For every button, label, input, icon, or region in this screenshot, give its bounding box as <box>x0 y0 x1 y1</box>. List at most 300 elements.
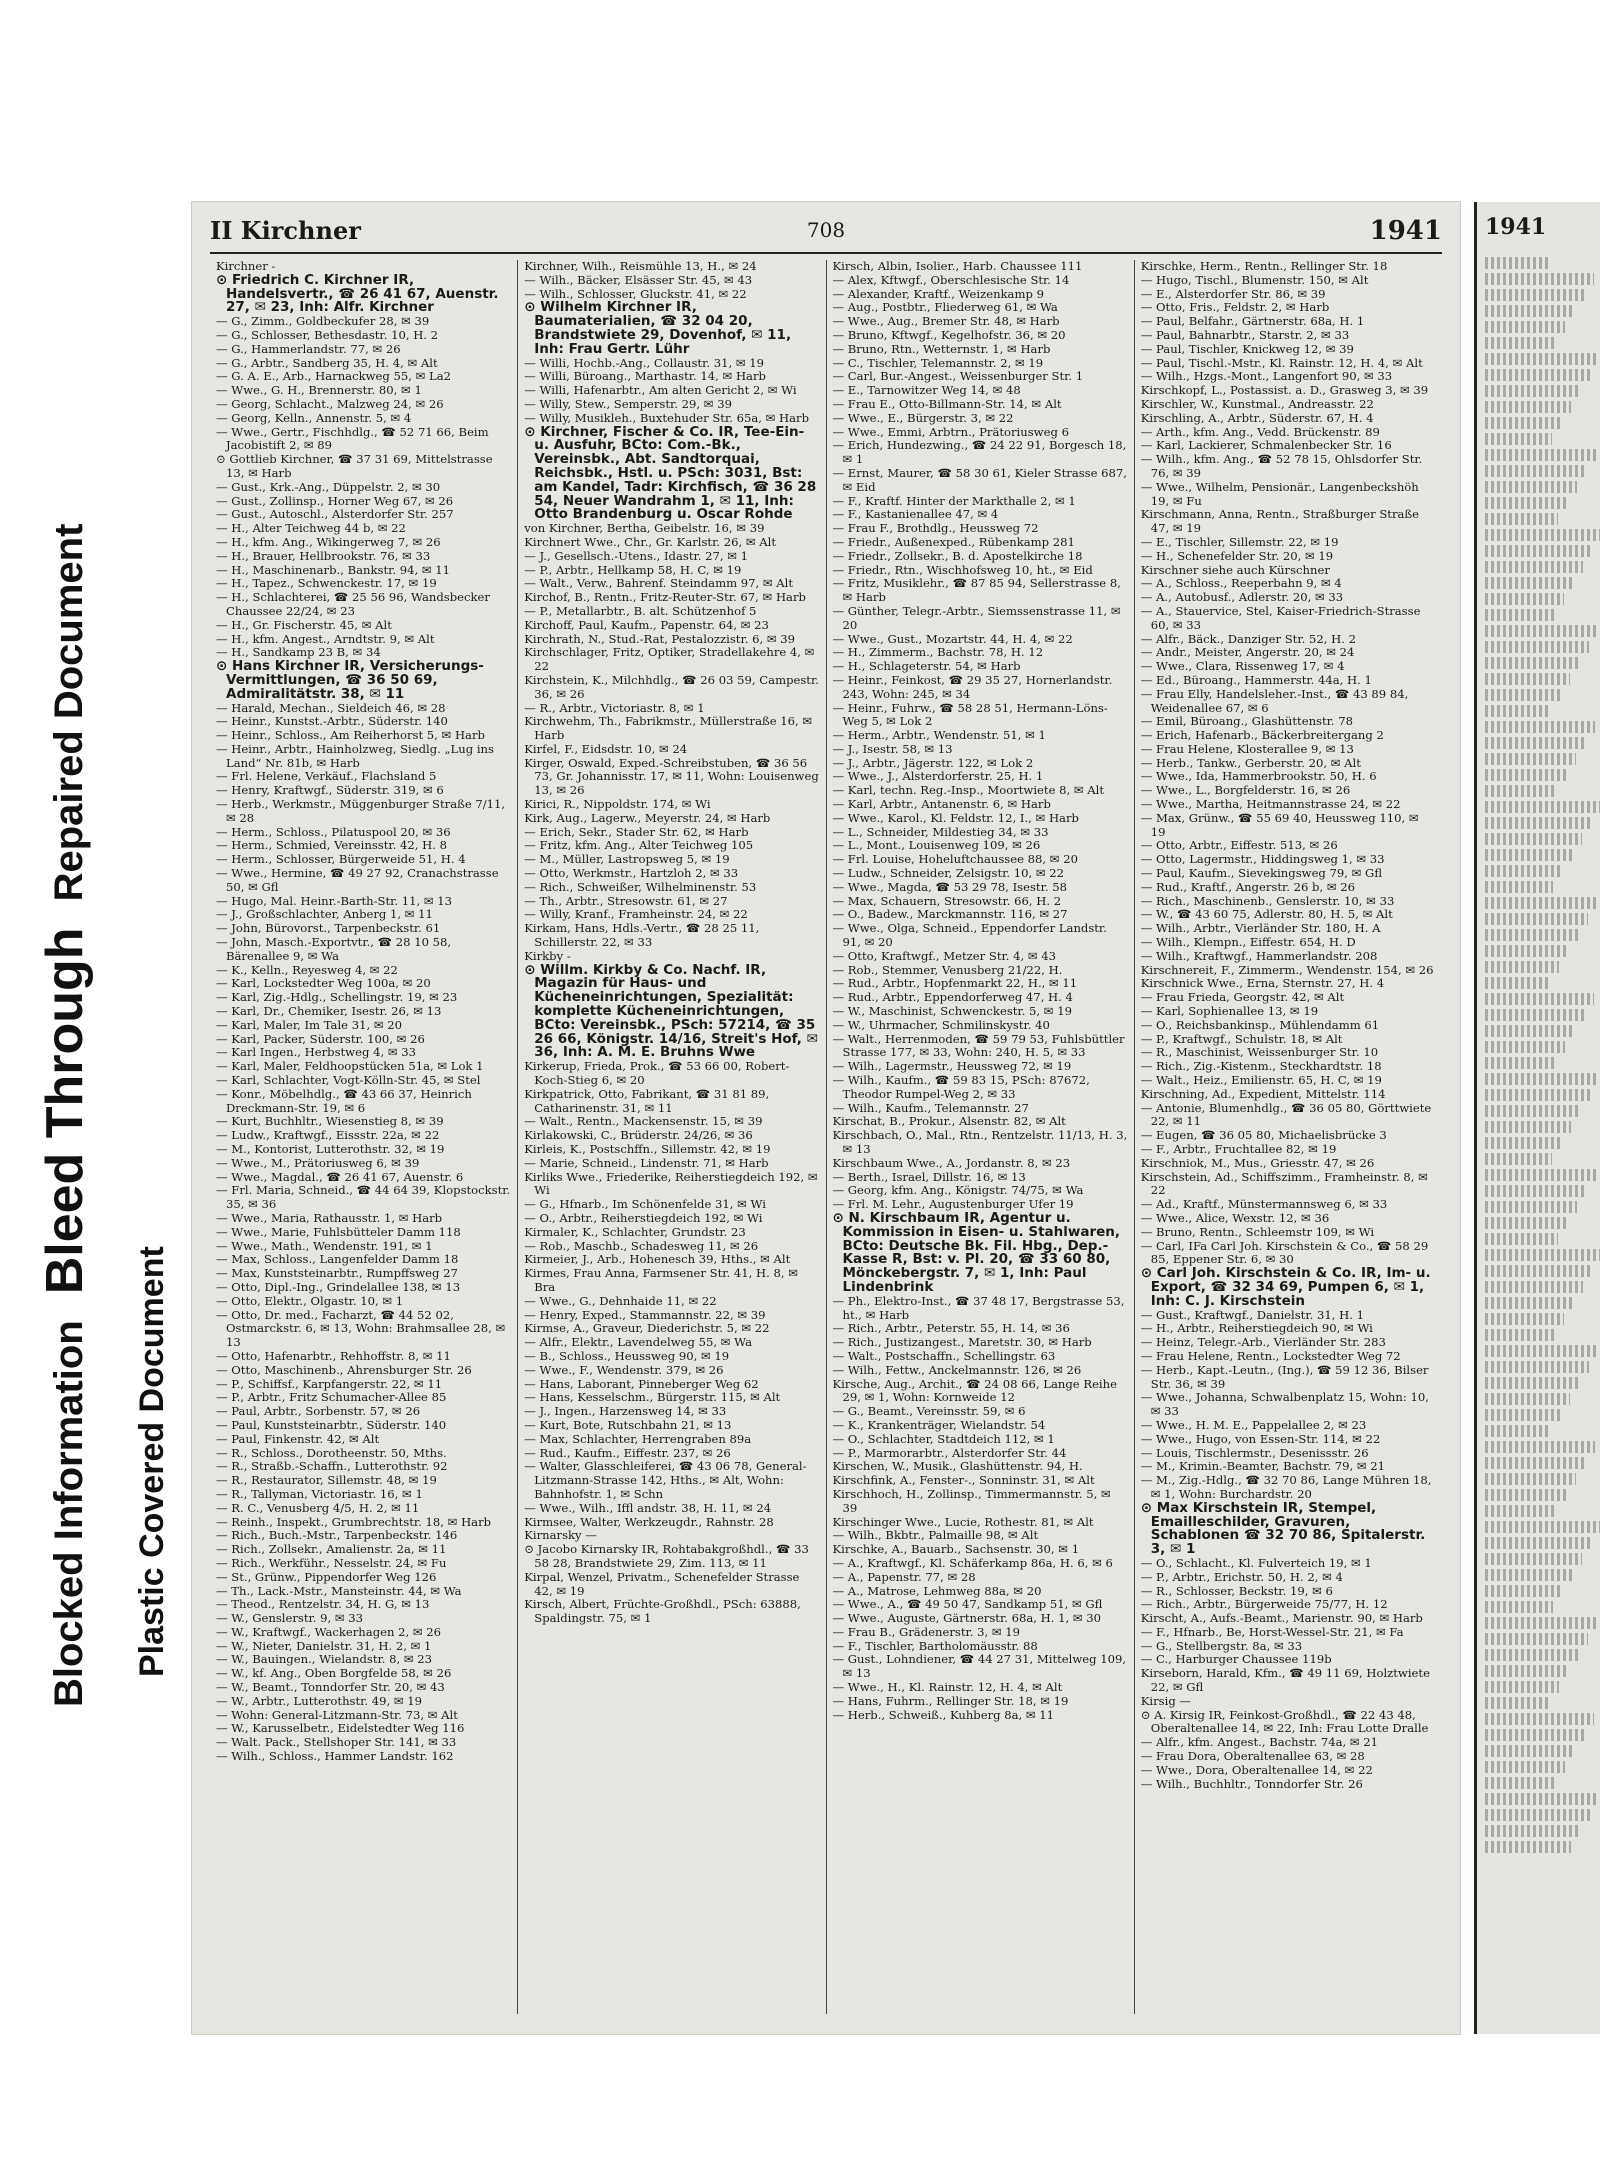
directory-entry: — O., Schlacht., Kl. Fulverteich 19, ✉ 1 <box>1140 1555 1372 1570</box>
directory-entry: — Wwe., Alice, Wexstr. 12, ✉ 36 <box>1140 1210 1330 1225</box>
directory-entry: — Max, Schloss., Langenfelder Damm 18 <box>216 1252 459 1267</box>
directory-entry: — W., Arbtr., Lutterothstr. 49, ✉ 19 <box>216 1693 423 1708</box>
entry-columns <box>210 260 1442 2014</box>
directory-entry: — Wwe., Maria, Rathausstr. 1, ✉ Harb <box>216 1210 443 1225</box>
directory-entry: — Rich., Buch.-Mstr., Tarpenbeckstr. 146 <box>216 1528 458 1543</box>
blocked-information-label: Blocked Information <box>47 1320 91 1707</box>
adjacent-page-line <box>1485 641 1589 653</box>
directory-entry: — Carl, IFa Carl Joh. Kirschstein & Co., ☎ 58 29 85, Eppener Str. 6, ✉ 30 <box>1140 1238 1429 1267</box>
directory-entry: — H., Schlageterstr. 54, ✉ Harb <box>832 659 1021 674</box>
directory-entry: — Rich., Arbtr., Bürgerweide 75/77, H. 12 <box>1140 1597 1388 1612</box>
directory-entry: — Hugo, Mal. Heinr.-Barth-Str. 11, ✉ 13 <box>216 893 453 908</box>
adjacent-page-line <box>1485 529 1600 541</box>
directory-entry: Kirchwehm, Th., Fabrikmstr., Müllerstraße 16, ✉ Harb <box>524 714 813 743</box>
adjacent-page-line <box>1485 1649 1578 1661</box>
directory-entry: ⊙ Kirchner, Fischer & Co. IR, Tee-Ein- u. Ausfuhr, BCto: Com.-Bk., Vereinsbk., Abt. Sandtorquai, Reichsbk., Hstl. u. PSch: 3031, Bst: am Kandel, Tadr: Kirchfisch, ☎ 36 28 54, Neuer Wandrahm 1, ✉ 11, Inh: Otto Brandenburg u. Oscar Rohde <box>524 423 817 523</box>
adjacent-page-line <box>1485 929 1578 941</box>
directory-entry: Kirschen, W., Musik., Glashüttenstr. 94, H. <box>832 1459 1083 1474</box>
directory-entry: — P., Arbtr., Hellkamp 58, H. C, ✉ 19 <box>524 562 742 577</box>
directory-entry: — B., Schloss., Heussweg 90, ✉ 19 <box>524 1348 730 1363</box>
directory-entry: — Willy, Kranf., Framheinstr. 24, ✉ 22 <box>524 907 748 922</box>
directory-entry: — Theod., Rentzelstr. 34, H. G, ✉ 13 <box>216 1597 430 1612</box>
adjacent-page-line <box>1485 1009 1584 1021</box>
directory-entry: — Otto, Lagermstr., Hiddingsweg 1, ✉ 33 <box>1140 852 1385 867</box>
directory-entry: — Frau B., Grädenerstr. 3, ✉ 19 <box>832 1624 1021 1639</box>
directory-entry: — E., Tischler, Sillemstr. 22, ✉ 19 <box>1140 534 1339 549</box>
directory-entry: Kirchoff, Paul, Kaufm., Papenstr. 64, ✉ 23 <box>524 617 769 632</box>
adjacent-page-line <box>1485 1217 1568 1229</box>
directory-entry: Kirmaler, K., Schlachter, Grundstr. 23 <box>524 1224 746 1239</box>
directory-entry: Kirmse, A., Graveur, Diederichstr. 5, ✉ 22 <box>524 1321 770 1336</box>
directory-entry: — Fritz, Musiklehr., ☎ 87 85 94, Sellerstrasse 8, ✉ Harb <box>832 576 1121 605</box>
directory-entry: — Wwe., M., Prätoriusweg 6, ✉ 39 <box>216 1155 420 1170</box>
directory-entry: — Alexander, Kraftf., Weizenkamp 9 <box>832 286 1044 301</box>
directory-entry: — Paul, Finkenstr. 42, ✉ Alt <box>216 1431 380 1446</box>
adjacent-page-line <box>1485 1521 1600 1533</box>
directory-entry: — Wilh., Buchhltr., Tonndorfer Str. 26 <box>1140 1776 1363 1791</box>
directory-entry: — Max, Schauern, Stresowstr. 66, H. 2 <box>832 893 1062 908</box>
directory-entry: — Wwe., H., Kl. Rainstr. 12, H. 4, ✉ Alt <box>832 1680 1063 1695</box>
directory-entry: — Heinr., Feinkost, ☎ 29 35 27, Hornerlandstr. 243, Wohn: 245, ✉ 34 <box>832 672 1113 701</box>
directory-entry: — G., Zimm., Goldbeckufer 28, ✉ 39 <box>216 314 430 329</box>
directory-entry: — Rud., Kaufm., Eiffestr. 237, ✉ 26 <box>524 1445 731 1460</box>
directory-entry: Kirk, Aug., Lagerw., Meyerstr. 24, ✉ Harb <box>524 810 771 825</box>
directory-entry: Kirschinger Wwe., Lucie, Rothestr. 81, ✉ Alt <box>832 1514 1094 1529</box>
directory-entry: — Herm., Arbtr., Wendenstr. 51, ✉ 1 <box>832 728 1046 743</box>
adjacent-page-line <box>1485 561 1583 573</box>
directory-entry: — Ludw., Kraftwgf., Eissstr. 22a, ✉ 22 <box>216 1128 440 1143</box>
directory-entry: — J., Gesellsch.-Utens., Idastr. 27, ✉ 1 <box>524 548 749 563</box>
directory-entry: Kirschhoch, H., Zollinsp., Timmermannstr. 5, ✉ 39 <box>832 1486 1111 1515</box>
directory-entry: — M., Zig.-Hdlg., ☎ 32 70 86, Lange Mühren 18, ✉ 1, Wohn: Burchardstr. 20 <box>1140 1473 1432 1501</box>
adjacent-page-line <box>1485 1553 1582 1565</box>
adjacent-page-line <box>1485 1153 1552 1165</box>
directory-entry: — Heinr., Kunstst.-Arbtr., Süderstr. 140 <box>216 714 448 729</box>
adjacent-page-line <box>1485 1761 1565 1773</box>
directory-entry: — Frau Elly, Handelsleher.-Inst., ☎ 43 89 84, Weidenallee 67, ✉ 6 <box>1140 686 1409 715</box>
directory-entry: — Max, Schlachter, Herrengraben 89a <box>524 1431 752 1446</box>
directory-entry: Kirchstein, K., Milchhdlg., ☎ 26 03 59, Campestr. 36, ✉ 26 <box>524 672 819 701</box>
directory-entry: — Wwe., Magda, ☎ 53 29 78, Isestr. 58 <box>832 879 1067 894</box>
directory-entry: — Erich, Hundezwing., ☎ 24 22 91, Borgesch 18, ✉ 1 <box>832 438 1127 467</box>
adjacent-page-line <box>1485 1681 1559 1693</box>
directory-entry: — F., Arbtr., Fruchtallee 82, ✉ 19 <box>1140 1142 1337 1156</box>
adjacent-page-line <box>1485 673 1570 685</box>
directory-entry: — Friedr., Rtn., Wischhofsweg 10, ht., ✉ Eid <box>832 562 1093 577</box>
directory-entry: — Wwe., Wilhelm, Pensionär., Langenbeckshöh 19, ✉ Fu <box>1140 479 1419 508</box>
directory-entry: — Otto, Fris., Feldstr. 2, ✉ Harb <box>1140 300 1330 315</box>
directory-entry: — O., Badew., Marckmannstr. 116, ✉ 27 <box>832 907 1068 922</box>
page-header <box>210 216 1442 248</box>
adjacent-page-line <box>1485 1441 1595 1453</box>
directory-entry: — Karl, Lockstedter Weg 100a, ✉ 20 <box>216 976 431 991</box>
directory-entry: Kirchner - <box>216 260 276 273</box>
directory-entry: — Wilh., Arbtr., Vierländer Str. 180, H. A <box>1140 921 1381 936</box>
directory-entry: — Bruno, Rtn., Wetternstr. 1, ✉ Harb <box>832 341 1051 356</box>
directory-entry: — Gust., Zollinsp., Horner Weg 67, ✉ 26 <box>216 493 454 508</box>
directory-entry: — Walt., Postschaffn., Schellingstr. 63 <box>832 1348 1056 1363</box>
adjacent-page-line <box>1485 1425 1551 1437</box>
directory-entry: Kirnarsky — <box>524 1528 597 1543</box>
directory-entry: — Herb., Schweiß., Kuhberg 8a, ✉ 11 <box>832 1707 1055 1722</box>
directory-entry: — Gust., Lohndiener, ☎ 44 27 31, Mittelweg 109, ✉ 13 <box>832 1652 1127 1681</box>
adjacent-page-edge <box>1474 202 1600 2034</box>
repaired-document-label: Repaired Document <box>47 523 91 902</box>
directory-entry: — Alex, Kftwgf., Oberschlesische Str. 14 <box>832 272 1070 287</box>
directory-entry: — Wwe., Marie, Fuhlsbütteler Damm 118 <box>216 1224 461 1239</box>
adjacent-page-line <box>1485 1121 1571 1133</box>
directory-entry: — Walter, Glasschleiferei, ☎ 43 06 78, General-Litzmann-Strasse 142, Hths., ✉ Alt, Wohn: Bahnhofstr. 1, ✉ Schn <box>524 1459 807 1501</box>
directory-entry: Kirschler, W., Kunstmal., Andreasstr. 22 <box>1140 396 1374 411</box>
directory-entry: — Wilh., Klempn., Eiffestr. 654, H. D <box>1140 935 1356 950</box>
adjacent-page-line <box>1485 785 1557 797</box>
directory-entry: Kirmsee, Walter, Werkzeugdr., Rahnstr. 28 <box>524 1514 774 1529</box>
directory-entry: — R., Tallyman, Victoriastr. 16, ✉ 1 <box>216 1486 423 1501</box>
directory-entry: — R. C., Venusberg 4/5, H. 2, ✉ 11 <box>216 1500 420 1515</box>
directory-entry: — Wilh., Kaufm., ☎ 59 83 15, PSch: 87672, Theodor Rumpel-Weg 2, ✉ 33 <box>832 1073 1090 1101</box>
adjacent-page-line <box>1485 337 1556 349</box>
directory-entry: Kirkerup, Frieda, Prok., ☎ 53 66 00, Robert-Koch-Stieg 6, ✉ 20 <box>524 1059 790 1088</box>
adjacent-page-line <box>1485 401 1571 413</box>
directory-entry: Kirschniok, M., Mus., Griesstr. 47, ✉ 26 <box>1140 1155 1375 1170</box>
directory-entry: von Kirchner, Bertha, Geibelstr. 16, ✉ 39 <box>524 521 765 536</box>
directory-entry: — Hans, Kesselschm., Bürgerstr. 115, ✉ Alt <box>524 1390 781 1405</box>
directory-entry: — J., Isestr. 58, ✉ 13 <box>832 741 953 756</box>
directory-entry: — Wilh., Schloss., Hammer Landstr. 162 <box>216 1749 454 1764</box>
adjacent-page-line <box>1485 769 1566 781</box>
adjacent-page-line <box>1485 1489 1566 1501</box>
directory-entry: — P., Kraftwgf., Schulstr. 18, ✉ Alt <box>1140 1031 1343 1046</box>
directory-entry: — Paul, Arbtr., Sorbenstr. 57, ✉ 26 <box>216 1404 421 1419</box>
directory-entry: Kirschner siehe auch Kürschner <box>1140 562 1330 577</box>
adjacent-page-line <box>1485 1409 1561 1421</box>
directory-entry: — Bruno, Kftwgf., Kegelhofstr. 36, ✉ 20 <box>832 327 1066 342</box>
directory-entry: Kirsig — <box>1140 1693 1192 1708</box>
directory-entry: — Fritz, kfm. Ang., Alter Teichweg 105 <box>524 838 754 853</box>
directory-entry: — Wwe., F., Wendenstr. 379, ✉ 26 <box>524 1362 724 1377</box>
directory-entry: Kirchnert Wwe., Chr., Gr. Karlstr. 26, ✉ Alt <box>524 534 776 549</box>
adjacent-page-line <box>1485 1729 1584 1741</box>
directory-entry: — Karl, techn. Reg.-Insp., Moortwiete 8, ✉ Alt <box>832 783 1104 798</box>
directory-entry: — Hans, Laborant, Pinneberger Weg 62 <box>524 1376 759 1391</box>
directory-entry: — G., Schlosser, Bethesdastr. 10, H. 2 <box>216 327 439 342</box>
directory-entry: — Karl, Arbtr., Antanenstr. 6, ✉ Harb <box>832 797 1051 812</box>
directory-entry: — Ad., Kraftf., Münstermannsweg 6, ✉ 33 <box>1140 1197 1388 1212</box>
adjacent-page-line <box>1485 881 1553 893</box>
directory-entry: — Frau F., Brothdlg., Heussweg 72 <box>832 521 1039 536</box>
directory-entry: Kirschstein, Ad., Schiffszimm., Framheinstr. 8, ✉ 22 <box>1140 1169 1428 1198</box>
directory-entry: — Rich., Werkführ., Nesselstr. 24, ✉ Fu <box>216 1555 447 1570</box>
adjacent-page-line <box>1485 1633 1588 1645</box>
adjacent-page-line <box>1485 1841 1571 1853</box>
directory-entry: Kirsche, Aug., Archit., ☎ 24 08 66, Lange Reihe 29, ✉ 1, Wohn: Kornweide 12 <box>832 1376 1117 1405</box>
directory-entry: Kirmes, Frau Anna, Farmsener Str. 41, H. 8, ✉ Bra <box>524 1266 798 1294</box>
directory-entry: — Gust., Krk.-Ang., Düppelstr. 2, ✉ 30 <box>216 479 441 494</box>
adjacent-page-line <box>1485 1809 1590 1821</box>
adjacent-page-year: 1941 <box>1485 214 1547 240</box>
directory-entry: ⊙ Friedrich C. Kirchner IR, Handelsvertr., ☎ 26 41 67, Auenstr. 27, ✉ 23, Inh: Alfr. Kirchner <box>216 271 499 316</box>
adjacent-page-line <box>1485 321 1565 333</box>
column-3 <box>827 260 1135 2014</box>
adjacent-page-line <box>1485 833 1582 845</box>
adjacent-page-line <box>1485 1377 1579 1389</box>
directory-entry: — W., Genslerstr. 9, ✉ 33 <box>216 1611 364 1626</box>
adjacent-page-line <box>1485 1185 1586 1197</box>
directory-entry: — C., Tischler, Telemannstr. 2, ✉ 19 <box>832 355 1044 370</box>
directory-entry: — Otto, Kraftwgf., Metzer Str. 4, ✉ 43 <box>832 948 1057 963</box>
adjacent-page-line <box>1485 977 1550 989</box>
directory-entry: — A., Papenstr. 77, ✉ 28 <box>832 1569 976 1584</box>
directory-entry: — Wilh., Bkbtr., Palmaille 98, ✉ Alt <box>832 1528 1039 1543</box>
directory-entry: Kirfel, F., Eidsdstr. 10, ✉ 24 <box>524 741 688 756</box>
directory-entry: Kirschnereit, F., Zimmerm., Wendenstr. 154, ✉ 26 <box>1140 962 1434 977</box>
directory-entry: — Erich, Sekr., Stader Str. 62, ✉ Harb <box>524 824 749 839</box>
directory-entry: — H., Schenefelder Str. 20, ✉ 19 <box>1140 548 1334 563</box>
directory-entry: Kirici, R., Nippoldstr. 174, ✉ Wi <box>524 797 711 812</box>
directory-entry: Kirschbach, O., Mal., Rtn., Rentzelstr. 11/13, H. 3, ✉ 13 <box>832 1128 1128 1156</box>
directory-entry: ⊙ Gottlieb Kirchner, ☎ 37 31 69, Mittelstrasse 13, ✉ Harb <box>216 452 493 480</box>
directory-entry: — Rich., Maschinenb., Genslerstr. 10, ✉ 33 <box>1140 893 1395 908</box>
directory-entry: — Wwe., Emmi, Arbtrn., Prätoriusweg 6 <box>832 424 1069 439</box>
directory-entry: — Herb., Werkmstr., Müggenburger Straße 7/11, ✉ 28 <box>216 797 506 825</box>
adjacent-page-line <box>1485 1089 1590 1101</box>
directory-entry: — Wwe., Dora, Oberaltenallee 14, ✉ 22 <box>1140 1762 1373 1777</box>
directory-entry: — Frl. Helene, Verkäuf., Flachsland 5 <box>216 769 437 784</box>
directory-entry: — Arth., kfm. Ang., Vedd. Brückenstr. 89 <box>1140 424 1380 439</box>
directory-entry: — Walt., Verw., Bahrenf. Steindamm 97, ✉ Alt <box>524 576 794 591</box>
directory-entry: — P., Metallarbtr., B. alt. Schützenhof 5 <box>524 603 757 618</box>
directory-entry: — Louis, Tischlermstr., Desenissstr. 26 <box>1140 1445 1369 1460</box>
directory-entry: — H., Sandkamp 23 B, ✉ 34 <box>216 645 381 660</box>
directory-entry: — G., Beamt., Vereinsstr. 59, ✉ 6 <box>832 1404 1026 1419</box>
directory-entry: — Antonie, Blumenhdlg., ☎ 36 05 80, Görttwiete 22, ✉ 11 <box>1140 1100 1432 1129</box>
adjacent-page-line <box>1485 1249 1600 1261</box>
directory-entry: — Wwe., Clara, Rissenweg 17, ✉ 4 <box>1140 659 1345 674</box>
directory-entry: Kirsch, Albert, Früchte-Großhdl., PSch: 63888, Spaldingstr. 75, ✉ 1 <box>524 1597 801 1626</box>
directory-entry: — Wwe., G. H., Brennerstr. 80, ✉ 1 <box>216 383 422 398</box>
adjacent-page-line <box>1485 1313 1564 1325</box>
adjacent-page-line <box>1485 513 1558 525</box>
directory-entry: — Günther, Telegr.-Arbtr., Siemssenstrasse 11, ✉ 20 <box>832 603 1121 632</box>
directory-entry: — Wwe., Hugo, von Essen-Str. 114, ✉ 22 <box>1140 1431 1381 1446</box>
adjacent-page-line <box>1485 369 1590 381</box>
adjacent-page-line <box>1485 609 1555 621</box>
directory-entry: — Wwe., Martha, Heitmannstrasse 24, ✉ 22 <box>1140 797 1401 812</box>
adjacent-page-line <box>1485 1025 1575 1037</box>
directory-entry: — M., Kontorist, Lutterothstr. 32, ✉ 19 <box>216 1142 445 1156</box>
directory-entry: — J., Großschlachter, Anberg 1, ✉ 11 <box>216 907 433 922</box>
directory-entry: Kirschkopf, L., Postassist. a. D., Grasweg 3, ✉ 39 <box>1140 383 1429 398</box>
directory-entry: — Alfr., kfm. Angest., Bachstr. 74a, ✉ 21 <box>1140 1735 1379 1750</box>
directory-entry: — Wilh., Kraftwgf., Hammerlandstr. 208 <box>1140 948 1378 963</box>
directory-entry: — A., Schloss., Reeperbahn 9, ✉ 4 <box>1140 576 1342 591</box>
adjacent-page-line <box>1485 1393 1570 1405</box>
adjacent-page-line <box>1485 1793 1599 1805</box>
page-number: 708 <box>806 218 846 242</box>
directory-entry: — Wwe., Johanna, Schwalbenplatz 15, Wohn: 10, ✉ 33 <box>1140 1390 1429 1419</box>
directory-entry: — E., Tarnowitzer Weg 14, ✉ 48 <box>832 383 1021 398</box>
directory-entry: — A., Stauervice, Stel, Kaiser-Friedrich-Strasse 60, ✉ 33 <box>1140 603 1421 632</box>
directory-entry: ⊙ N. Kirschbaum IR, Agentur u. Kommission in Eisen- u. Stahlwaren, BCto: Deutsche Bk. Fil. Hbg., Dep.-Kasse R, Bst: v. Pl. 20, ☎ 33 60 80, Mönckebergstr. 7, ✉ 1, Inh: Paul Lindenbrink <box>832 1209 1121 1295</box>
adjacent-page-line <box>1485 353 1599 365</box>
adjacent-page-line <box>1485 465 1586 477</box>
directory-entry: — Karl, Dr., Chemiker, Isestr. 26, ✉ 13 <box>216 1004 442 1019</box>
directory-entry: — Wilh., Lagermstr., Heussweg 72, ✉ 19 <box>832 1059 1072 1074</box>
adjacent-page-line <box>1485 1697 1550 1709</box>
adjacent-page-line <box>1485 257 1550 269</box>
directory-entry: — Walt. Pack., Stellshoper Str. 141, ✉ 33 <box>216 1735 457 1750</box>
directory-entry: — G., Stellbergstr. 8a, ✉ 33 <box>1140 1638 1303 1653</box>
directory-entry: ⊙ Wilhelm Kirchner IR, Baumaterialien, ☎ 32 04 20, Brandstwiete 29, Dovenhof, ✉ 11, Inh: Frau Gertr. Lühr <box>524 299 792 357</box>
adjacent-page-line <box>1485 1361 1589 1373</box>
adjacent-page-line <box>1485 593 1564 605</box>
directory-entry: — Max, Grünw., ☎ 55 69 40, Heussweg 110, ✉ 19 <box>1140 810 1419 839</box>
directory-entry: — Aug., Postbtr., Fliederweg 61, ✉ Wa <box>832 300 1058 315</box>
directory-entry: Kirschke, Herm., Rentn., Rellinger Str. 18 <box>1140 260 1388 273</box>
directory-entry: — A., Kraftwgf., Kl. Schäferkamp 86a, H. 6, ✉ 6 <box>832 1555 1113 1570</box>
directory-entry: Kirschbaum Wwe., A., Jordanstr. 8, ✉ 23 <box>832 1155 1071 1170</box>
adjacent-page-line <box>1485 1617 1597 1629</box>
adjacent-page-line <box>1485 273 1594 285</box>
directory-entry: — Gust., Kraftwgf., Danielstr. 31, H. 1 <box>1140 1307 1364 1322</box>
directory-entry: ⊙ Jacobo Kirnarsky IR, Rohtabakgroßhdl., ☎ 33 58 28, Brandstwiete 29, Zim. 113, ✉ 11 <box>524 1542 809 1570</box>
header-rule <box>210 252 1442 254</box>
directory-entry: — E., Alsterdorfer Str. 86, ✉ 39 <box>1140 286 1326 301</box>
directory-entry: ⊙ Hans Kirchner IR, Versicherungs-Vermittlungen, ☎ 36 50 69, Admiralitätstr. 38, ✉ 11 <box>216 658 484 702</box>
adjacent-page-line <box>1485 993 1594 1005</box>
adjacent-page-line <box>1485 449 1596 461</box>
directory-entry: — H., Arbtr., Reiherstiegdeich 90, ✉ Wi <box>1140 1321 1373 1336</box>
directory-entry: — Kurt, Buchhltr., Wiesenstieg 8, ✉ 39 <box>216 1114 444 1129</box>
directory-entry: — Harald, Mechan., Sieldeich 46, ✉ 28 <box>216 700 446 715</box>
adjacent-page-line <box>1485 385 1581 397</box>
directory-entry: — H., Schlachterei, ☎ 25 56 96, Wandsbecker Chaussee 22/24, ✉ 23 <box>216 590 490 618</box>
directory-entry: — P., Marmorarbtr., Alsterdorfer Str. 44 <box>832 1445 1067 1460</box>
directory-entry: — Wwe., L., Borgfelderstr. 16, ✉ 26 <box>1140 783 1351 798</box>
directory-entry: — Frau Dora, Oberaltenallee 63, ✉ 28 <box>1140 1749 1365 1764</box>
directory-entry: — Wwe., Wilh., Iffl andstr. 38, H. 11, ✉ 24 <box>524 1500 772 1515</box>
directory-entry: — Willi, Büroang., Marthastr. 14, ✉ Harb <box>524 369 766 384</box>
directory-entry: — Frau Frieda, Georgstr. 42, ✉ Alt <box>1140 990 1345 1005</box>
directory-entry: — Herm., Schmied, Vereinsstr. 42, H. 8 <box>216 838 448 853</box>
directory-entry: — Wwe., Hermine, ☎ 49 27 92, Cranachstrasse 50, ✉ Gfl <box>216 866 499 894</box>
directory-entry: — Kurt, Bote, Rutschbahn 21, ✉ 13 <box>524 1417 732 1432</box>
directory-entry: — R., Restaurator, Sillemstr. 48, ✉ 19 <box>216 1473 437 1488</box>
directory-entry: — Otto, Werkmstr., Hartzloh 2, ✉ 33 <box>524 866 739 881</box>
directory-entry: — Otto, Elektr., Olgastr. 10, ✉ 1 <box>216 1293 404 1308</box>
side-label-line1 <box>35 524 95 1707</box>
directory-entry: — Rich., Arbtr., Peterstr. 55, H. 14, ✉ 36 <box>832 1321 1070 1336</box>
directory-entry: — Ludw., Schneider, Zelsigstr. 10, ✉ 22 <box>832 866 1065 881</box>
directory-entry: — Henry, Kraftwgf., Süderstr. 319, ✉ 6 <box>216 783 444 798</box>
directory-entry: — Wilh., Hzgs.-Mont., Langenfort 90, ✉ 33 <box>1140 369 1393 384</box>
adjacent-page-line <box>1485 657 1579 669</box>
directory-entry: — Wwe., A., ☎ 49 50 47, Sandkamp 51, ✉ Gfl <box>832 1597 1103 1612</box>
directory-entry: — Otto, Maschinenb., Ahrensburger Str. 26 <box>216 1362 472 1377</box>
directory-entry: — Andr., Meister, Angerstr. 20, ✉ 24 <box>1140 645 1355 660</box>
directory-entry: — Herm., Schloss., Pilatuspool 20, ✉ 36 <box>216 824 451 839</box>
directory-entry: — Wwe., Auguste, Gärtnerstr. 68a, H. 1, ✉ 30 <box>832 1611 1102 1626</box>
directory-entry: — O., Schlachter, Stadtdeich 112, ✉ 1 <box>832 1431 1055 1446</box>
adjacent-page-text <box>1485 257 1600 1857</box>
directory-entry: — Paul, Tischler, Knickweg 12, ✉ 39 <box>1140 341 1354 356</box>
directory-entry: — Paul, Bahnarbtr., Starstr. 2, ✉ 33 <box>1140 327 1350 342</box>
adjacent-page-line <box>1485 1201 1577 1213</box>
directory-entry: Kirschke, A., Bauarb., Sachsenstr. 30, ✉ 1 <box>832 1542 1080 1557</box>
adjacent-page-line <box>1485 497 1568 509</box>
directory-entry: — Wilh., Kaufm., Telemannstr. 27 <box>832 1100 1029 1115</box>
directory-entry: Kirschning, Ad., Expedient, Mittelstr. 114 <box>1140 1086 1386 1101</box>
adjacent-page-line <box>1485 961 1559 973</box>
directory-entry: — Wwe., Math., Wendenstr. 191, ✉ 1 <box>216 1238 433 1253</box>
column-1 <box>210 260 518 2014</box>
directory-entry: — Georg, Kelln., Annenstr. 5, ✉ 4 <box>216 410 412 425</box>
side-label-line2: Plastic Covered Document <box>133 1246 171 1677</box>
directory-entry: — Carl, Bur.-Angest., Weissenburger Str. 1 <box>832 369 1084 384</box>
directory-entry: — Herb., Kapt.-Leutn., (Ing.), ☎ 59 12 36, Bilser Str. 36, ✉ 39 <box>1140 1362 1429 1391</box>
directory-entry: — Rob., Maschb., Schadesweg 11, ✉ 26 <box>524 1238 759 1253</box>
directory-entry: — W., Nieter, Danielstr. 31, H. 2, ✉ 1 <box>216 1638 432 1653</box>
directory-entry: — Wilh., Bäcker, Elsässer Str. 45, ✉ 43 <box>524 272 753 287</box>
directory-entry: — Heinr., Arbtr., Hainholzweg, Siedlg. „Lug ins Land“ Nr. 81b, ✉ Harb <box>216 741 494 770</box>
directory-page <box>192 202 1460 2034</box>
directory-entry: — F., Kraftf. Hinter der Markthalle 2, ✉ 1 <box>832 493 1076 508</box>
directory-entry: Kirschling, A., Arbtr., Süderstr. 67, H. 4 <box>1140 410 1374 425</box>
directory-entry: — G., Arbtr., Sandberg 35, H. 4, ✉ Alt <box>216 355 438 370</box>
directory-entry: — J., Ingen., Harzensweg 14, ✉ 33 <box>524 1404 727 1419</box>
directory-entry: — John, Masch.-Exportvtr., ☎ 28 10 58, Bärenallee 9, ✉ Wa <box>216 935 452 963</box>
directory-entry: — M., Krimin.-Beamter, Bachstr. 79, ✉ 21 <box>1140 1459 1385 1474</box>
directory-entry: — Heinz, Telegr.-Arb., Vierländer Str. 283 <box>1140 1335 1386 1350</box>
directory-entry: Kirkam, Hans, Hdls.-Vertr., ☎ 28 25 11, Schillerstr. 22, ✉ 33 <box>524 921 760 950</box>
directory-entry: — Paul, Belfahr., Gärtnerstr. 68a, H. 1 <box>1140 314 1365 329</box>
directory-entry: — W., Bauingen., Wielandstr. 8, ✉ 23 <box>216 1652 433 1667</box>
directory-entry: — Otto, Dr. med., Facharzt, ☎ 44 52 02, Ostmarckstr. 6, ✉ 13, Wohn: Brahmsallee 28, ✉ 13 <box>216 1307 506 1350</box>
adjacent-page-line <box>1485 481 1577 493</box>
adjacent-page-line <box>1485 1665 1569 1677</box>
directory-entry: — Friedr., Außenexped., Rübenkamp 281 <box>832 534 1075 549</box>
directory-entry: — Hans, Fuhrm., Rellinger Str. 18, ✉ 19 <box>832 1693 1069 1708</box>
directory-entry: Kirschat, B., Prokur., Alsenstr. 82, ✉ Alt <box>832 1114 1066 1129</box>
directory-entry: — Berth., Israel, Dillstr. 16, ✉ 13 <box>832 1169 1026 1184</box>
directory-entry: — R., Schlosser, Beckstr. 19, ✉ 6 <box>1140 1583 1333 1598</box>
directory-entry: — Erich, Hafenarb., Bäckerbreitergang 2 <box>1140 728 1384 743</box>
adjacent-page-line <box>1485 849 1572 861</box>
bleed-through-label: Bleed Through <box>36 927 94 1295</box>
adjacent-page-line <box>1485 865 1563 877</box>
directory-entry: — A., Matrose, Lehmweg 88a, ✉ 20 <box>832 1583 1042 1598</box>
directory-entry: Kirchof, B., Rentn., Fritz-Reuter-Str. 67, ✉ Harb <box>524 590 806 605</box>
directory-entry: — Willy, Stew., Semperstr. 29, ✉ 39 <box>524 396 732 411</box>
directory-entry: — H., Maschinenarb., Bankstr. 94, ✉ 11 <box>216 562 451 577</box>
directory-entry: — Henry, Exped., Stammannstr. 22, ✉ 39 <box>524 1307 766 1322</box>
directory-entry: — O., Arbtr., Reiherstiegdeich 192, ✉ Wi <box>524 1210 763 1225</box>
directory-entry: Kirschfink, A., Fenster-., Sonninstr. 31, ✉ Alt <box>832 1473 1095 1488</box>
directory-entry: — J., Arbtr., Jägerstr. 122, ✉ Lok 2 <box>832 755 1034 770</box>
adjacent-page-line <box>1485 289 1584 301</box>
directory-entry: — Karl, Zig.-Hdlg., Schellingstr. 19, ✉ 23 <box>216 990 458 1005</box>
adjacent-page-line <box>1485 721 1595 733</box>
directory-entry: — Ernst, Maurer, ☎ 58 30 61, Kieler Strasse 687, ✉ Eid <box>832 465 1127 494</box>
directory-entry: — F., Hfnarb., Be, Horst-Wessel-Str. 21, ✉ Fa <box>1140 1624 1404 1639</box>
directory-entry: — Frl. Louise, Hoheluftchaussee 88, ✉ 20 <box>832 852 1078 867</box>
adjacent-page-line <box>1485 433 1552 445</box>
directory-entry: — Herb., Tankw., Gerberstr. 20, ✉ Alt <box>1140 755 1361 770</box>
directory-entry: — Th., Lack.-Mstr., Mansteinstr. 44, ✉ Wa <box>216 1583 462 1598</box>
directory-entry: — Wwe., Magdal., ☎ 26 41 67, Auenstr. 6 <box>216 1169 464 1184</box>
directory-entry: — H., Zimmerm., Bachstr. 78, H. 12 <box>832 645 1044 660</box>
directory-entry: — Karl, Sophienallee 13, ✉ 19 <box>1140 1004 1319 1019</box>
